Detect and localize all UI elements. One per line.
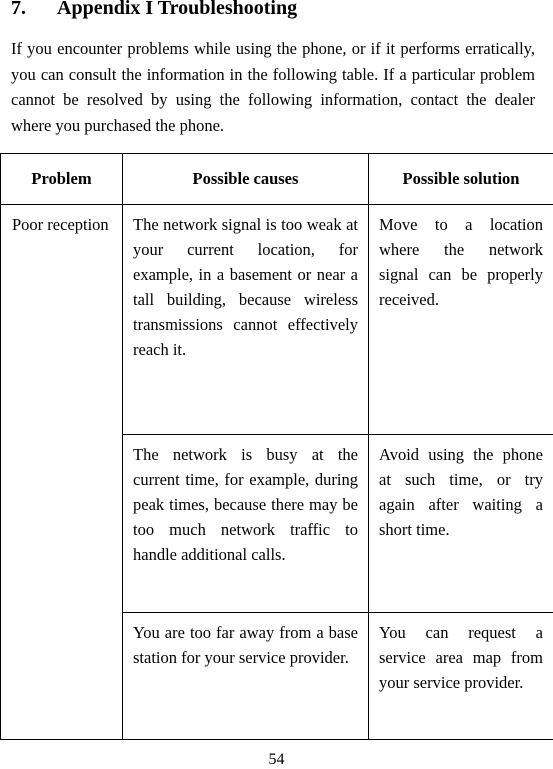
troubleshooting-table xyxy=(0,153,553,740)
section-title: Appendix I Troubleshooting xyxy=(57,0,297,19)
problem-cell: Poor reception xyxy=(1,205,123,740)
cause-cell: The network signal is too weak at your current location, for example, in a basement or near a tall building, because wireless transmissions cannot effectively reach it. xyxy=(123,205,369,435)
header-possible-causes: Possible causes xyxy=(123,154,369,205)
table-row xyxy=(1,205,553,435)
header-problem: Problem xyxy=(1,154,123,205)
header-possible-solution: Possible solution xyxy=(369,154,553,205)
solution-cell: You can request a service area map from your service provider. xyxy=(369,613,553,740)
table-header-row xyxy=(1,154,553,205)
page-number: 54 xyxy=(0,751,553,769)
section-heading xyxy=(11,0,297,20)
section-number: 7. xyxy=(11,0,57,20)
solution-cell: Avoid using the phone at such time, or try again after waiting a short time. xyxy=(369,435,553,613)
solution-cell: Move to a location where the network signal can be properly received. xyxy=(369,205,553,435)
intro-paragraph: If you encounter problems while using the phone, or if it performs erratically, you can consult the information in the following table. If a particular problem cannot be resolved by using the following information, contact the dealer where you purchased the phone. xyxy=(11,36,535,138)
cause-cell: The network is busy at the current time, for example, during peak times, because there may be too much network traffic to handle additional calls. xyxy=(123,435,369,613)
cause-cell: You are too far away from a base station for your service provider. xyxy=(123,613,369,740)
